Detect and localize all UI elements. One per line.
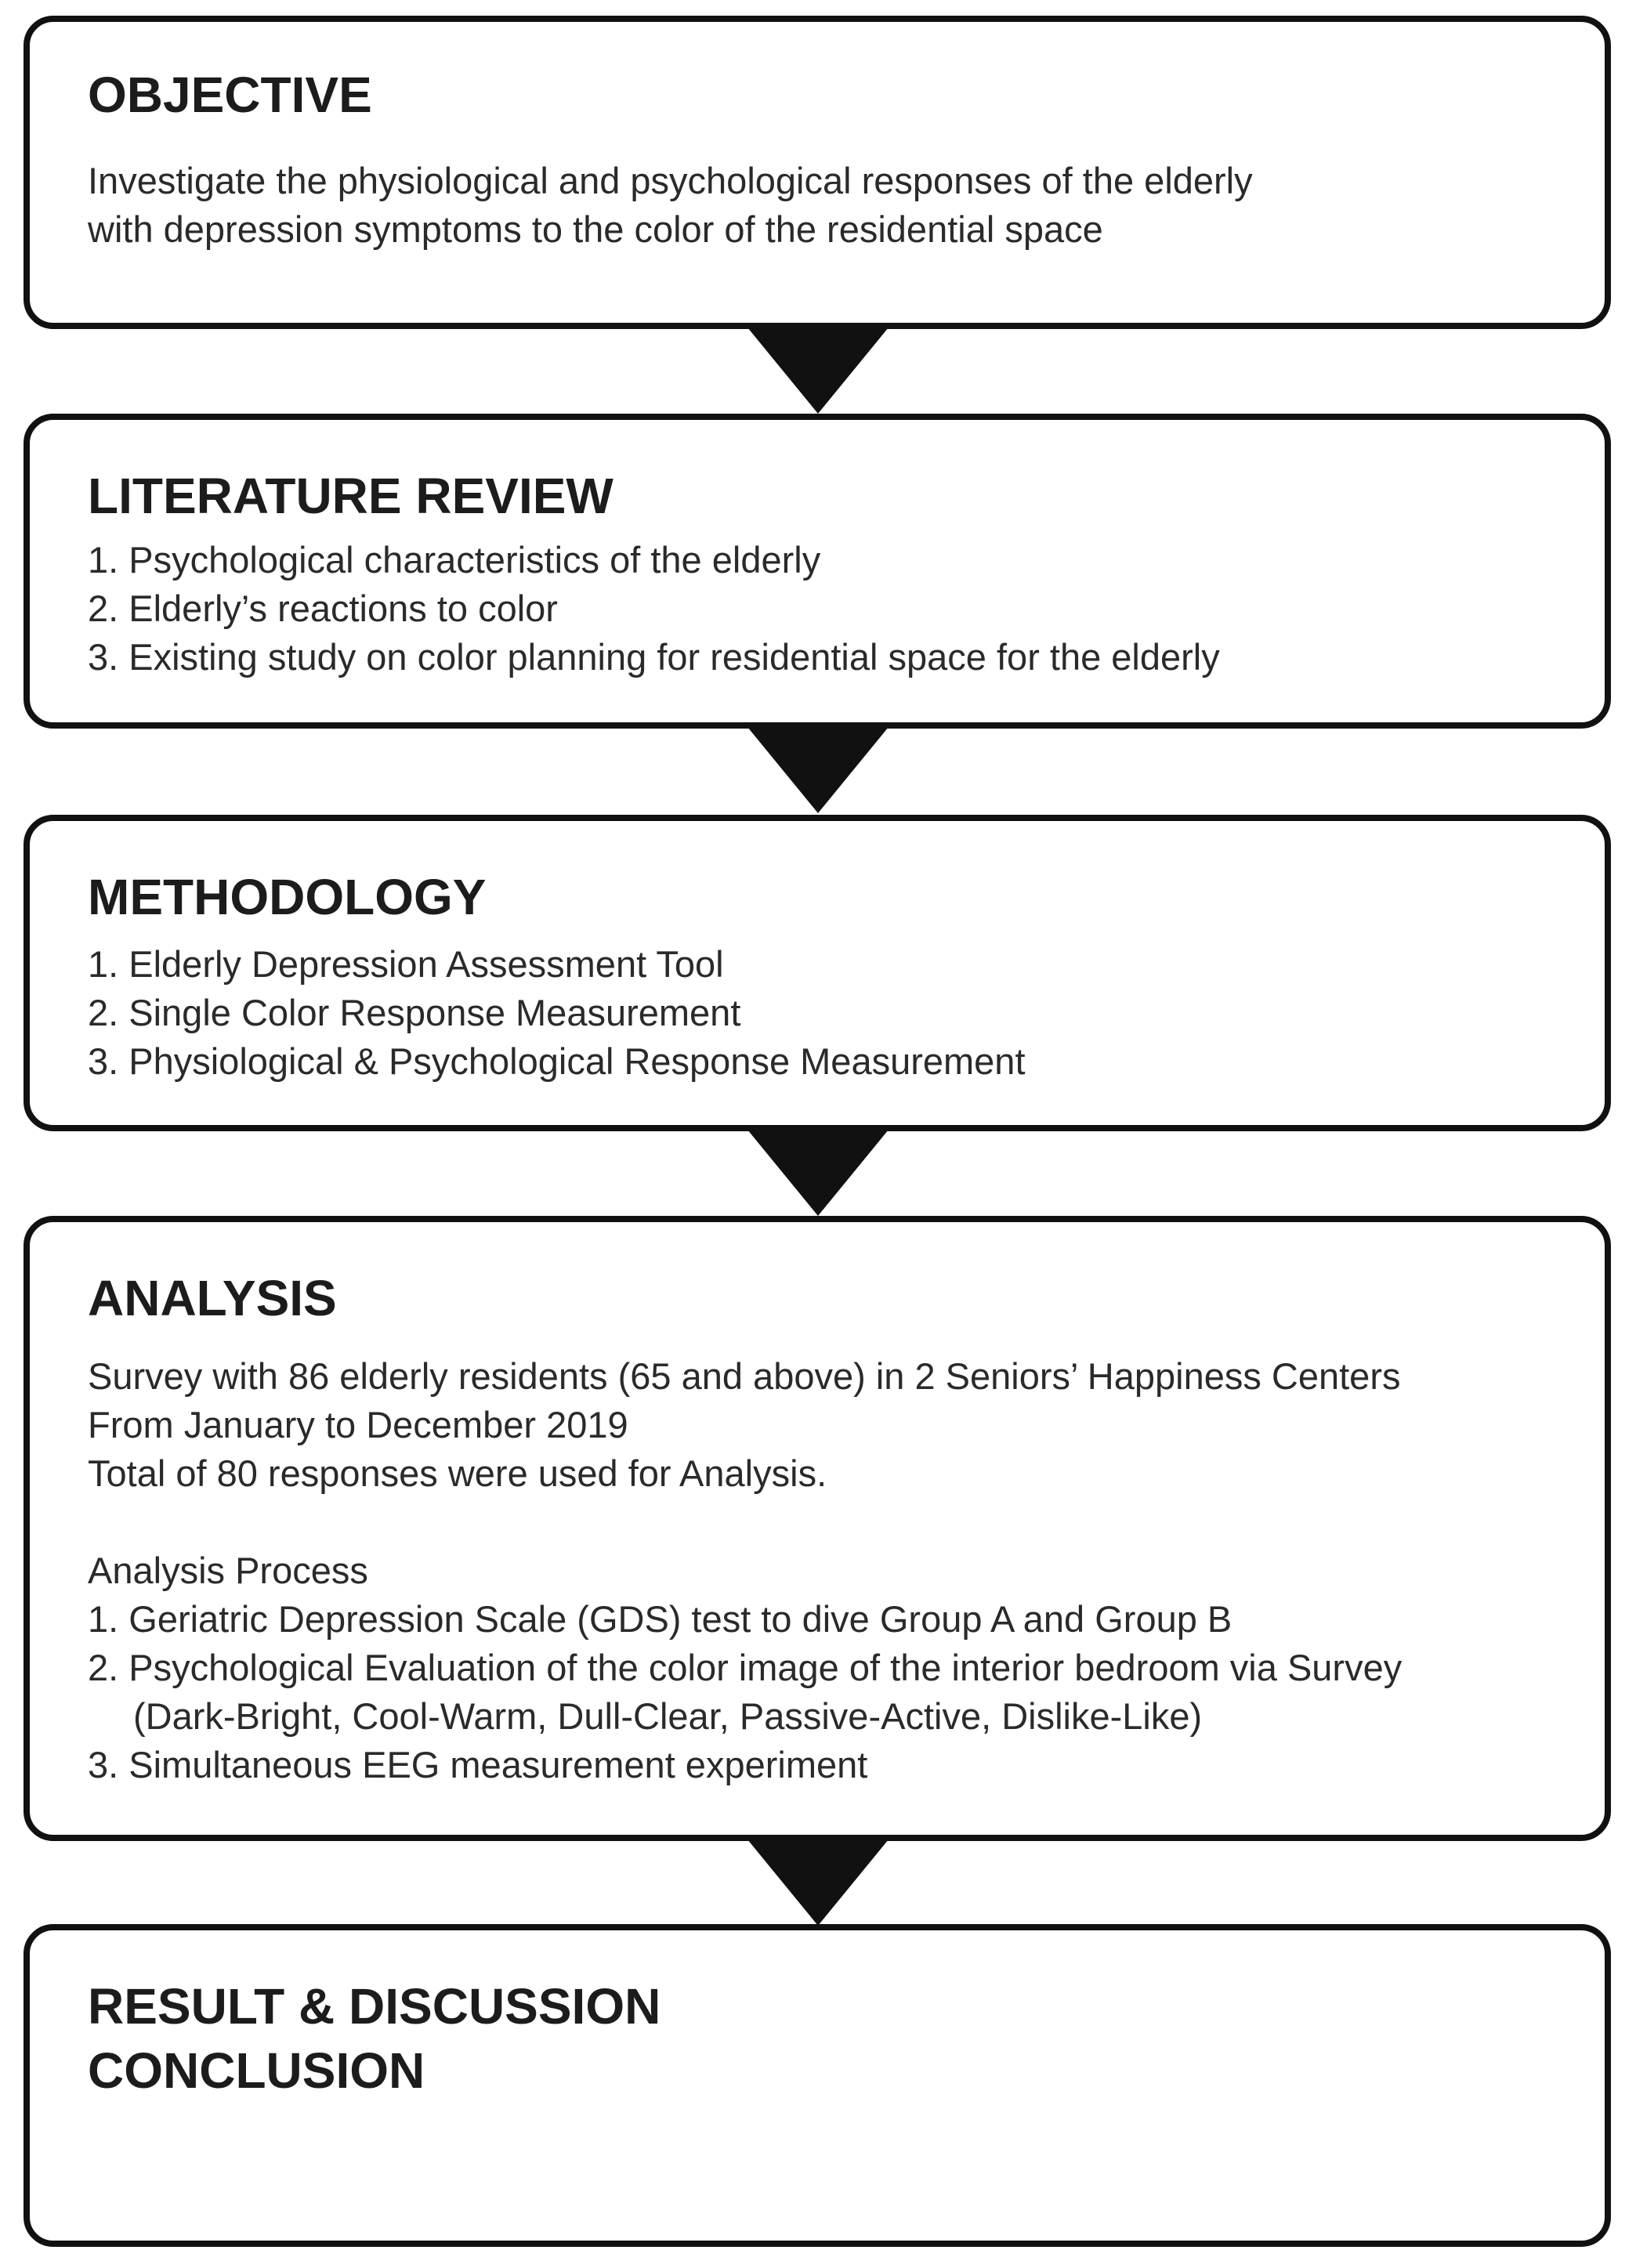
result-title-line: RESULT & DISCUSSION bbox=[88, 1978, 661, 2035]
methodology-item: 2. Single Color Response Measurement bbox=[88, 992, 741, 1033]
analysis-title: ANALYSIS bbox=[88, 1270, 337, 1326]
analysis-text bbox=[88, 1352, 1573, 1789]
objective-text bbox=[88, 157, 1573, 254]
objective-box bbox=[24, 16, 1611, 329]
down-arrow-icon bbox=[747, 1839, 889, 1926]
objective-title: OBJECTIVE bbox=[88, 67, 372, 123]
literature-review-box bbox=[24, 414, 1611, 729]
literature-review-item: 2. Elderly’s reactions to color bbox=[88, 588, 558, 629]
methodology-item: 1. Elderly Depression Assessment Tool bbox=[88, 943, 724, 985]
objective-line: Investigate the physiological and psychological responses of the elderly bbox=[88, 160, 1253, 201]
methodology-box bbox=[24, 815, 1611, 1131]
analysis-box bbox=[24, 1216, 1611, 1841]
down-arrow-icon bbox=[747, 727, 889, 813]
literature-review-title: LITERATURE REVIEW bbox=[88, 468, 614, 524]
analysis-process-heading: Analysis Process bbox=[88, 1550, 368, 1591]
methodology-title: METHODOLOGY bbox=[88, 869, 487, 925]
analysis-survey-line: Survey with 86 elderly residents (65 and above) in 2 Seniors’ Happiness Centers bbox=[88, 1355, 1401, 1397]
literature-review-list bbox=[88, 536, 1573, 682]
literature-review-item: 3. Existing study on color planning for residential space for the elderly bbox=[88, 636, 1220, 678]
down-arrow-icon bbox=[747, 327, 889, 414]
methodology-item: 3. Physiological & Psychological Response Measurement bbox=[88, 1040, 1026, 1082]
analysis-survey-line: From January to December 2019 bbox=[88, 1404, 628, 1445]
objective-line: with depression symptoms to the color of the residential space bbox=[88, 208, 1103, 250]
analysis-process-item: 2. Psychological Evaluation of the color image of the interior bedroom via Survey bbox=[88, 1647, 1403, 1688]
literature-review-item: 1. Psychological characteristics of the elderly bbox=[88, 539, 821, 581]
analysis-process-item: 1. Geriatric Depression Scale (GDS) test to dive Group A and Group B bbox=[88, 1598, 1232, 1640]
conclusion-title-line: CONCLUSION bbox=[88, 2042, 425, 2099]
down-arrow-icon bbox=[747, 1130, 889, 1216]
result-box bbox=[24, 1924, 1611, 2247]
spacer bbox=[88, 1498, 1573, 1546]
analysis-survey-line: Total of 80 responses were used for Analysis. bbox=[88, 1452, 827, 1494]
analysis-process-item: 3. Simultaneous EEG measurement experiment bbox=[88, 1744, 868, 1785]
methodology-list bbox=[88, 940, 1573, 1086]
analysis-process-item: (Dark-Bright, Cool-Warm, Dull-Clear, Passive-Active, Dislike-Like) bbox=[133, 1695, 1203, 1737]
result-title bbox=[88, 1930, 1573, 2103]
